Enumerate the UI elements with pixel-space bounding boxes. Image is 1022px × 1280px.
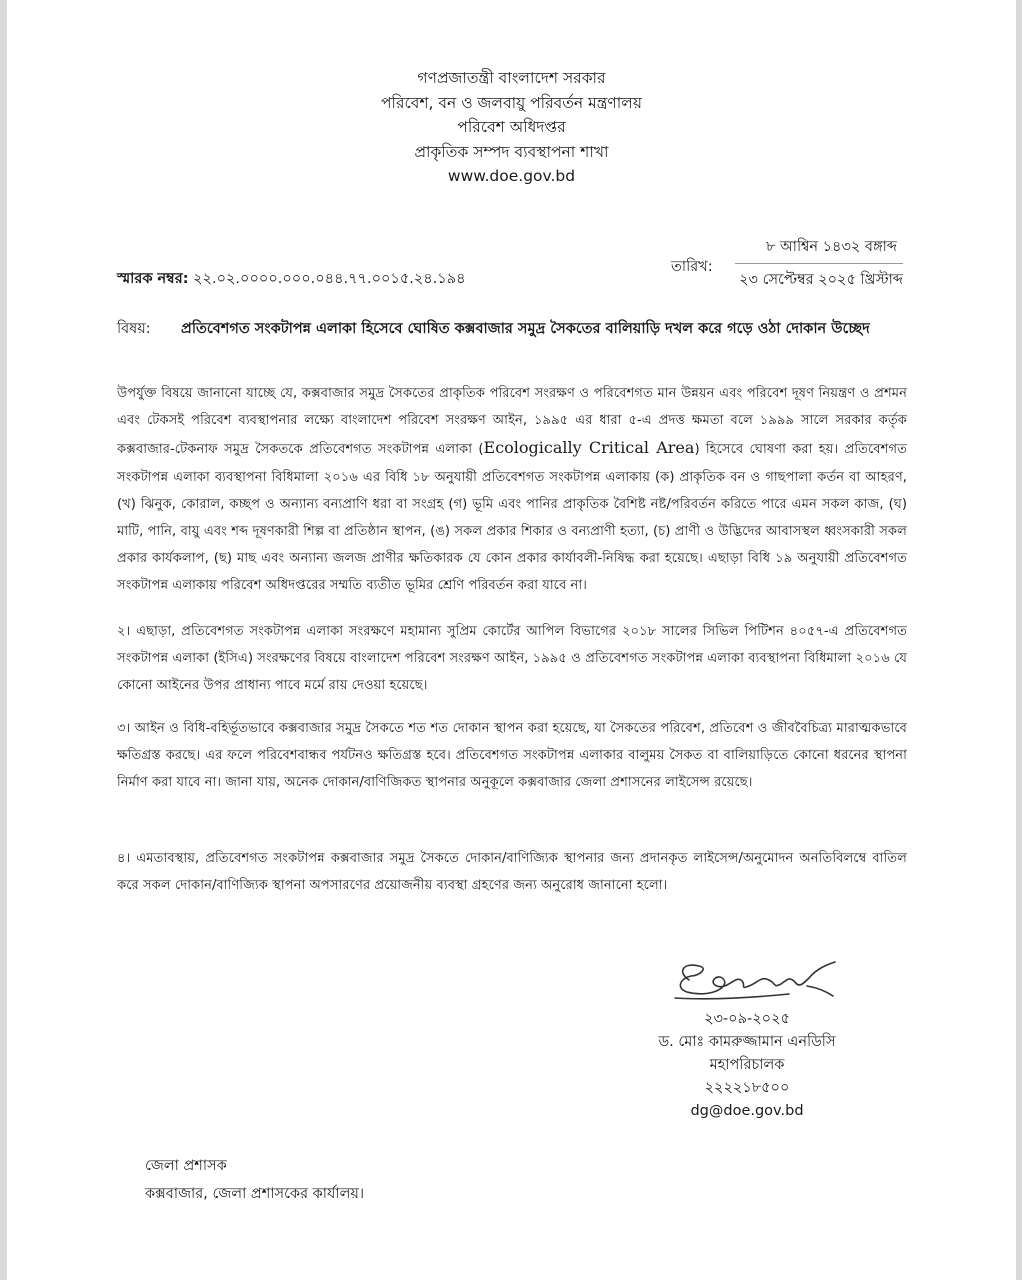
memo-value: ২২.০২.০০০০.০০০.০৪৪.৭৭.০০১৫.২৪.১৯৪	[193, 271, 466, 287]
signature-date: ২৩-০৯-২০২৫	[704, 1011, 790, 1027]
recipient-title: জেলা প্রশাসক	[145, 1158, 227, 1174]
subject-label: বিষয়:	[117, 321, 151, 337]
government-name: গণপ্রজাতন্ত্রী বাংলাদেশ সরকার	[417, 69, 606, 87]
paragraph-1-text-b: ) হিসেবে ঘোষণা করা হয়। প্রতিবেশগত সংকটাপন্ন এলাকা ব্যবস্থাপনা বিধিমালা ২০১৬ এর বিধি ১৮ অনুযায়ী প্রতিবেশগত সংকটাপন্ন এলাকায় (ক) প্রাকৃতিক বন ও গাছপালা কর্তন বা আহরণ, (খ) ঝিনুক, কোরাল, কচ্ছপ ও অন্যান্য বন্যপ্রাণি ধরা বা সংগ্রহ (গ) ভূমি এবং পানির প্রাকৃতিক বৈশিষ্ট নষ্ট/পরিবর্তন করিতে পারে এমন সকল কাজ, (ঘ) মাটি, পানি, বায়ু এবং শব্দ দূষণকারী শিল্প বা প্রতিষ্ঠান স্থাপন, (ঙ) সকল প্রকার শিকার ও বন্যপ্রাণী হত্যা, (চ) প্রাণী ও উদ্ভিদের আবাসস্থল ধ্বংসকারী সকল প্রকার কার্যকলাপ, (ছ) মাছ এবং অন্যান্য জলজ প্রাণীর ক্ষতিকারক যে কোন প্রকার কার্যাবলী-নিষিদ্ধ করা হয়েছে। এছাড়া বিধি ১৯ অনুযায়ী প্রতিবেশগত সংকটাপন্ন এলাকায় পরিবেশ অধিদপ্তরের সম্মতি ব্যতীত ভূমির শ্রেণি পরিবর্তন করা যাবে না।	[117, 442, 907, 594]
signatory-block	[627, 1008, 867, 1123]
signatory-designation: মহাপরিচালক	[709, 1057, 785, 1073]
branch-name: প্রাকৃতিক সম্পদ ব্যবস্থাপনা শাখা	[414, 142, 609, 161]
subject-text: প্রতিবেশগত সংকটাপন্ন এলাকা হিসেবে ঘোষিত কক্সবাজার সমুদ্র সৈকতের বালিয়াড়ি দখল করে গড়ে ওঠা দোকান উচ্ছেদ	[181, 321, 870, 337]
ecologically-critical-area-term: Ecologically Critical Area	[483, 438, 695, 458]
subject-line	[117, 316, 907, 342]
paragraph-1-text-a: উপর্যুক্ত বিষয়ে জানানো যাচ্ছে যে, কক্সবাজার সমুদ্র সৈকতের প্রাকৃতিক পরিবেশ সংরক্ষণ ও পরিবেশগত মান উন্নয়ন এবং পরিবেশ দূষণ নিয়ন্ত্রণ ও প্রশমন এবং টেকসই পরিবেশ ব্যবস্থাপনার লক্ষ্যে বাংলাদেশ পরিবেশ সংরক্ষণ আইন, ১৯৯৫ এর ধারা ৫-এ প্রদত্ত ক্ষমতা বলে ১৯৯৯ সালে সরকার কর্তৃক কক্সবাজার-টেকনাফ সমুদ্র সৈকতকে প্রতিবেশগত সংকটাপন্ন এলাকা (	[117, 386, 907, 458]
signature-icon	[669, 958, 839, 1006]
recipient-block	[145, 1152, 364, 1208]
memo-number	[117, 268, 466, 292]
date-bangla: ৮ আশ্বিন ১৪৩২ বঙ্গাব্দ	[735, 237, 903, 264]
signatory-phone: ২২২২১৮৫০০	[704, 1080, 790, 1096]
date-block	[735, 237, 903, 290]
document-page	[7, 0, 1016, 1280]
paragraph-4: ৪। এমতাবস্থায়, প্রতিবেশগত সংকটাপন্ন কক্সবাজার সমুদ্র সৈকতে দোকান/বাণিজ্যিক স্থাপনার জন্য প্রদানকৃত লাইসেন্স/অনুমোদন অনতিবিলম্বে বাতিল করে সকল দোকান/বাণিজ্যিক স্থাপনা অপসারণের প্রয়োজনীয় ব্যবস্থা গ্রহণের জন্য অনুরোধ জানানো হলো।	[117, 851, 907, 894]
paragraph-3: ৩। আইন ও বিধি-বহির্ভূতভাবে কক্সবাজার সমুদ্র সৈকতে শত শত দোকান স্থাপন করা হয়েছে, যা সৈকতের পরিবেশ, প্রতিবেশ ও জীববৈচিত্র্য মারাত্মকভাবে ক্ষতিগ্রস্ত করছে। এর ফলে পরিবেশবান্ধব পর্যটনও ক্ষতিগ্রস্ত হবে। প্রতিবেশগত সংকটাপন্ন এলাকার বালুময় সৈকত বা বালিয়াড়িতে কোনো ধরনের স্থাপনা নির্মাণ করা যাবে না। জানা যায়, অনেক দোকান/বাণিজিকত স্থাপনার অনুকূলে কক্সবাজার জেলা প্রশাসনের লাইসেন্স রয়েছে।	[117, 721, 907, 791]
date-label: তারিখ:	[671, 259, 713, 275]
ministry-name: পরিবেশ, বন ও জলবায়ু পরিবর্তন মন্ত্রণালয়	[381, 93, 642, 112]
memo-label: স্মারক নম্বর:	[117, 271, 189, 287]
recipient-office: কক্সবাজার, জেলা প্রশাসকের কার্যালয়।	[145, 1186, 365, 1202]
date-gregorian: ২৩ সেপ্টেম্বর ২০২৫ খ্রিস্টাব্দ	[739, 272, 903, 288]
signatory-name: ড. মোঃ কামরুজ্জামান এনডিসি	[658, 1034, 836, 1050]
paragraph-2: ২। এছাড়া, প্রতিবেশগত সংকটাপন্ন এলাকা সংরক্ষণে মহামান্য সুপ্রিম কোর্টের আপিল বিভাগের ২০১৮ সালের সিভিল পিটিশন ৪০৫৭-এ প্রতিবেশগত সংকটাপন্ন এলাকা (ইসিএ) সংরক্ষণের বিষয়ে বাংলাদেশ পরিবেশ সংরক্ষণ আইন, ১৯৯৫ ও প্রতিবেশগত সংকটাপন্ন এলাকা ব্যবস্থাপনা বিধিমালা ২০১৬ যে কোনো আইনের উপর প্রাধান্য পাবে মর্মে রায় দেওয়া হয়েছে।	[117, 624, 907, 694]
department-name: পরিবেশ অধিদপ্তর	[457, 118, 566, 136]
signatory-email[interactable]: dg@doe.gov.bd	[690, 1103, 804, 1119]
website-link[interactable]: www.doe.gov.bd	[447, 167, 576, 185]
letterhead	[7, 66, 1016, 189]
paragraph-1	[117, 380, 907, 600]
